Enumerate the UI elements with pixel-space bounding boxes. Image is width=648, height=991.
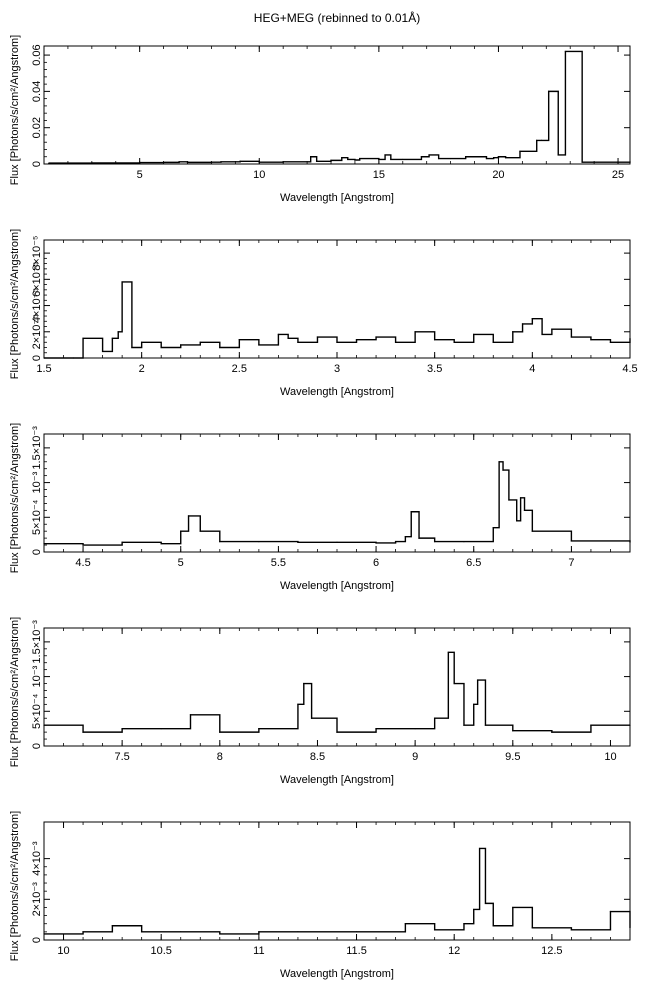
data-point — [43, 543, 44, 544]
data-point — [219, 347, 220, 348]
data-point — [463, 541, 464, 542]
x-tick-label: 11 — [253, 945, 265, 957]
data-point — [190, 714, 191, 715]
series-line — [44, 282, 630, 358]
data-point — [532, 927, 533, 928]
data-point — [43, 725, 44, 726]
data-point — [454, 683, 455, 684]
data-point — [548, 91, 549, 92]
y-axis-label: Flux [Photons/s/cm²/Angstrom] — [9, 810, 21, 962]
data-point — [43, 357, 44, 358]
data-point — [82, 732, 83, 733]
x-tick-label: 9 — [412, 751, 419, 763]
y-tick-label: 10⁻³ — [31, 471, 43, 494]
data-point — [131, 347, 132, 348]
plot-frame — [44, 46, 630, 164]
data-point — [139, 162, 140, 163]
data-point — [240, 161, 241, 162]
data-point — [179, 161, 180, 162]
series-line — [44, 848, 630, 933]
data-point — [161, 347, 162, 348]
x-axis-label: Wavelength [Angstrom] — [280, 774, 394, 786]
x-axis-label: Wavelength [Angstrom] — [280, 580, 394, 592]
data-point — [438, 158, 439, 159]
data-point — [112, 925, 113, 926]
data-point — [188, 515, 189, 516]
data-point — [220, 161, 221, 162]
data-point — [163, 162, 164, 163]
data-point — [375, 542, 376, 543]
data-point — [102, 351, 103, 352]
data-point — [378, 159, 379, 160]
data-point — [629, 162, 630, 163]
data-point — [180, 344, 181, 345]
data-point — [571, 929, 572, 930]
data-point — [73, 357, 74, 358]
data-point — [311, 718, 312, 719]
x-tick-label: 6 — [373, 557, 380, 569]
x-tick-label: 1.5 — [36, 363, 52, 375]
data-point — [473, 704, 474, 705]
data-point — [477, 679, 478, 680]
data-point — [434, 541, 435, 542]
data-point — [485, 725, 486, 726]
data-point — [512, 331, 513, 332]
data-point — [82, 544, 83, 545]
x-tick-label: 4 — [529, 363, 536, 375]
data-point — [258, 344, 259, 345]
data-point — [317, 336, 318, 337]
data-point — [122, 542, 123, 543]
data-point — [405, 923, 406, 924]
data-point — [411, 511, 412, 512]
data-point — [310, 156, 311, 157]
data-point — [571, 540, 572, 541]
x-tick-label: 4.5 — [75, 557, 91, 569]
data-point — [258, 541, 259, 542]
x-tick-label: 7.5 — [114, 751, 130, 763]
data-point — [551, 732, 552, 733]
panel-1 — [9, 35, 631, 204]
x-tick-label: 10 — [253, 169, 266, 181]
x-tick-label: 6.5 — [466, 557, 482, 569]
data-point — [512, 907, 513, 908]
data-point — [48, 162, 49, 163]
data-point — [536, 140, 537, 141]
data-point — [211, 162, 212, 163]
x-tick-label: 5 — [136, 169, 143, 181]
data-point — [629, 725, 630, 726]
data-point — [499, 461, 500, 462]
y-tick-label: 2×10⁻⁵ — [31, 314, 43, 350]
data-point — [283, 161, 284, 162]
data-point — [520, 497, 521, 498]
data-point — [590, 339, 591, 340]
data-point — [219, 933, 220, 934]
y-tick-label: 2×10⁻³ — [31, 882, 43, 917]
data-point — [161, 728, 162, 729]
data-point — [297, 342, 298, 343]
data-point — [524, 510, 525, 511]
x-tick-label: 10 — [604, 751, 617, 763]
data-point — [434, 339, 435, 340]
x-tick-label: 3.5 — [427, 363, 443, 375]
y-tick-label: 4×10⁻⁵ — [31, 287, 43, 324]
data-point — [239, 339, 240, 340]
data-point — [336, 542, 337, 543]
data-point — [465, 156, 466, 157]
data-point — [508, 499, 509, 500]
y-tick-label: 6×10⁻⁵ — [31, 261, 43, 297]
data-point — [532, 318, 533, 319]
data-point — [297, 542, 298, 543]
data-point — [582, 162, 583, 163]
y-tick-label: 5×10⁻⁴ — [31, 499, 43, 535]
data-point — [532, 531, 533, 532]
data-point — [421, 156, 422, 157]
data-point — [297, 931, 298, 932]
data-point — [486, 158, 487, 159]
data-point — [356, 339, 357, 340]
data-point — [359, 158, 360, 159]
data-point — [402, 159, 403, 160]
x-tick-label: 9.5 — [505, 751, 521, 763]
data-point — [415, 331, 416, 332]
data-point — [541, 140, 542, 141]
x-tick-label: 10.5 — [150, 945, 172, 957]
data-point — [512, 730, 513, 731]
y-tick-label: 0 — [31, 160, 43, 168]
data-point — [390, 159, 391, 160]
y-tick-label: 10⁻³ — [31, 665, 43, 688]
data-point — [571, 336, 572, 337]
x-axis-label: Wavelength [Angstrom] — [280, 386, 394, 398]
data-point — [161, 543, 162, 544]
y-axis-label: Flux [Photons/s/cm²/Angstrom] — [9, 228, 21, 380]
x-tick-label: 5 — [177, 557, 184, 569]
data-point — [498, 156, 499, 157]
y-tick-label: 1.5×10⁻³ — [31, 620, 43, 664]
x-axis-label: Wavelength [Angstrom] — [280, 968, 394, 980]
panel-4 — [9, 617, 631, 786]
data-point — [122, 281, 123, 282]
x-tick-label: 8 — [216, 751, 223, 763]
data-point — [395, 342, 396, 343]
data-point — [288, 338, 289, 339]
y-axis-label: Flux [Photons/s/cm²/Angstrom] — [9, 616, 21, 768]
data-point — [180, 931, 181, 932]
data-point — [565, 51, 566, 52]
data-point — [395, 541, 396, 542]
figure-title: HEG+MEG (rebinned to 0.01Å) — [253, 11, 421, 25]
data-point — [473, 156, 474, 157]
data-point — [551, 329, 552, 330]
data-point — [463, 725, 464, 726]
y-tick-label: 1.5×10⁻³ — [31, 426, 43, 470]
data-point — [316, 161, 317, 162]
x-tick-label: 4.5 — [622, 363, 638, 375]
data-point — [516, 520, 517, 521]
x-tick-label: 25 — [611, 169, 625, 181]
data-point — [336, 342, 337, 343]
data-point — [473, 909, 474, 910]
y-tick-label: 0.02 — [31, 116, 43, 139]
data-point — [200, 342, 201, 343]
y-axis-label: Flux [Photons/s/cm²/Angstrom] — [9, 34, 21, 186]
x-axis-label: Wavelength [Angstrom] — [280, 192, 394, 204]
data-point — [485, 903, 486, 904]
data-point — [180, 531, 181, 532]
data-point — [493, 925, 494, 926]
data-point — [297, 704, 298, 705]
data-point — [303, 683, 304, 684]
data-point — [590, 725, 591, 726]
data-point — [427, 156, 428, 157]
y-tick-label: 0.04 — [31, 80, 43, 103]
data-point — [91, 162, 92, 163]
x-tick-label: 10 — [57, 945, 70, 957]
data-point — [219, 732, 220, 733]
series-line — [44, 462, 630, 545]
data-point — [522, 323, 523, 324]
x-tick-label: 11.5 — [346, 945, 367, 957]
data-point — [219, 541, 220, 542]
data-point — [502, 469, 503, 470]
series-line — [49, 51, 630, 163]
x-tick-label: 20 — [492, 169, 505, 181]
data-point — [450, 158, 451, 159]
data-point — [141, 342, 142, 343]
y-tick-label: 4×10⁻³ — [31, 841, 43, 876]
data-point — [519, 151, 520, 152]
data-point — [112, 338, 113, 339]
y-tick-label: 0 — [31, 742, 43, 750]
data-point — [43, 933, 44, 934]
panels — [9, 35, 638, 980]
data-point — [493, 157, 494, 158]
data-point — [82, 338, 83, 339]
y-tick-label: 8×10⁻⁵ — [31, 235, 43, 271]
x-tick-label: 5.5 — [270, 557, 287, 569]
data-point — [448, 652, 449, 653]
y-tick-label: 0 — [31, 354, 43, 362]
x-tick-label: 12 — [448, 945, 461, 957]
y-axis-label: Flux [Photons/s/cm²/Angstrom] — [9, 422, 21, 574]
x-tick-label: 3 — [333, 363, 341, 375]
plot-frame — [44, 822, 630, 940]
data-point — [434, 929, 435, 930]
data-point — [558, 154, 559, 155]
data-point — [330, 160, 331, 161]
data-point — [384, 154, 385, 155]
data-point — [187, 162, 188, 163]
data-point — [82, 931, 83, 932]
x-tick-label: 7 — [568, 557, 575, 569]
data-point — [336, 732, 337, 733]
data-point — [629, 927, 630, 928]
data-point — [493, 527, 494, 528]
data-point — [454, 342, 455, 343]
plot-frame — [44, 434, 630, 552]
y-tick-label: 0 — [31, 548, 43, 556]
data-point — [347, 159, 348, 160]
data-point — [200, 531, 201, 532]
data-point — [122, 728, 123, 729]
data-point — [629, 338, 630, 339]
data-point — [405, 536, 406, 537]
x-tick-label: 15 — [372, 169, 385, 181]
data-point — [610, 911, 611, 912]
data-point — [258, 931, 259, 932]
y-tick-label: 0 — [31, 936, 43, 944]
data-point — [434, 718, 435, 719]
data-point — [259, 162, 260, 163]
y-tick-label: 0.06 — [31, 44, 43, 66]
series-line — [44, 652, 630, 732]
data-point — [354, 159, 355, 160]
data-point — [463, 923, 464, 924]
data-point — [278, 334, 279, 335]
data-point — [141, 931, 142, 932]
data-point — [415, 728, 416, 729]
data-point — [375, 336, 376, 337]
data-point — [428, 154, 429, 155]
data-point — [341, 157, 342, 158]
data-point — [629, 542, 630, 543]
x-tick-label: 2 — [138, 363, 145, 375]
data-point — [479, 848, 480, 849]
x-tick-label: 2.5 — [231, 363, 247, 375]
y-tick-label: 5×10⁻⁴ — [31, 693, 43, 729]
x-tick-label: 12.5 — [541, 945, 563, 957]
data-point — [118, 331, 119, 332]
panel-5 — [9, 811, 631, 980]
data-point — [610, 342, 611, 343]
data-point — [505, 157, 506, 158]
data-point — [418, 538, 419, 539]
panel-3 — [9, 423, 631, 592]
x-tick-label: 8.5 — [309, 751, 326, 763]
data-point — [375, 728, 376, 729]
data-point — [356, 931, 357, 932]
data-point — [493, 342, 494, 343]
data-point — [473, 334, 474, 335]
data-point — [258, 728, 259, 729]
panel-2 — [9, 229, 638, 398]
data-point — [542, 334, 543, 335]
